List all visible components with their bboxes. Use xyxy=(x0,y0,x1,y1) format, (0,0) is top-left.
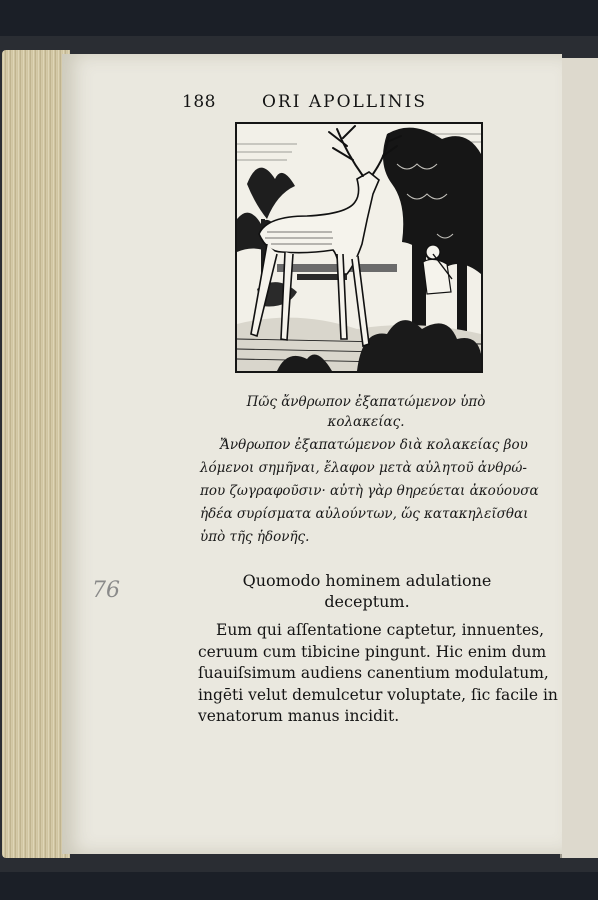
greek-text-line: ὑπὸ τῆς ἡδονῆς. xyxy=(200,529,310,545)
running-title: ORI APOLLINIS xyxy=(262,92,428,112)
latin-text-line: Eum qui aſſentatione captetur, innuentes, xyxy=(216,621,545,639)
greek-text-line: ἡδέα συρίσματα αὐλούντων, ὥς κατακηλεῖσθαι xyxy=(200,506,529,522)
latin-text-line: ingēti velut demulcetur voluptate, ſic facile in xyxy=(198,685,558,704)
handwritten-margin-note: 76 xyxy=(92,578,120,603)
greek-title-line: Πῶς ἄνθρωπον ἐξαπατώμενον ὑπὸ xyxy=(246,394,486,410)
latin-heading xyxy=(222,570,512,612)
greek-title-line: κολακείας. xyxy=(327,414,405,430)
latin-heading-line: Quomodo hominem adulatione xyxy=(242,571,492,590)
stag-woodcut-image xyxy=(237,124,481,371)
running-head xyxy=(182,92,427,112)
latin-text xyxy=(198,620,558,728)
woodcut-illustration xyxy=(235,122,483,373)
latin-text-line: ſuauiſsimum audiens canentium modulatum, xyxy=(198,664,549,682)
latin-heading-line: deceptum. xyxy=(324,592,410,611)
latin-text-line: ceruum cum tibicine pingunt. Hic enim dum xyxy=(198,642,547,661)
greek-title xyxy=(246,392,486,432)
greek-text-line: Ἄνθρωπον ἐξαπατώμενον διὰ κολακείας βου xyxy=(220,437,528,453)
page-edges xyxy=(2,50,70,858)
greek-text xyxy=(200,434,548,549)
latin-text-line: venatorum manus incidit. xyxy=(198,707,400,725)
greek-text-line: λόμενοι σημῆναι, ἔλαφον μετὰ αὐλητοῦ ἀνθρώ- xyxy=(200,460,527,476)
facing-page xyxy=(562,58,598,858)
greek-text-line: που ζωγραφοῦσιν· αὐτὴ γὰρ θηρεύεται ἀκούουσα xyxy=(200,483,539,499)
page-number: 188 xyxy=(182,92,216,112)
